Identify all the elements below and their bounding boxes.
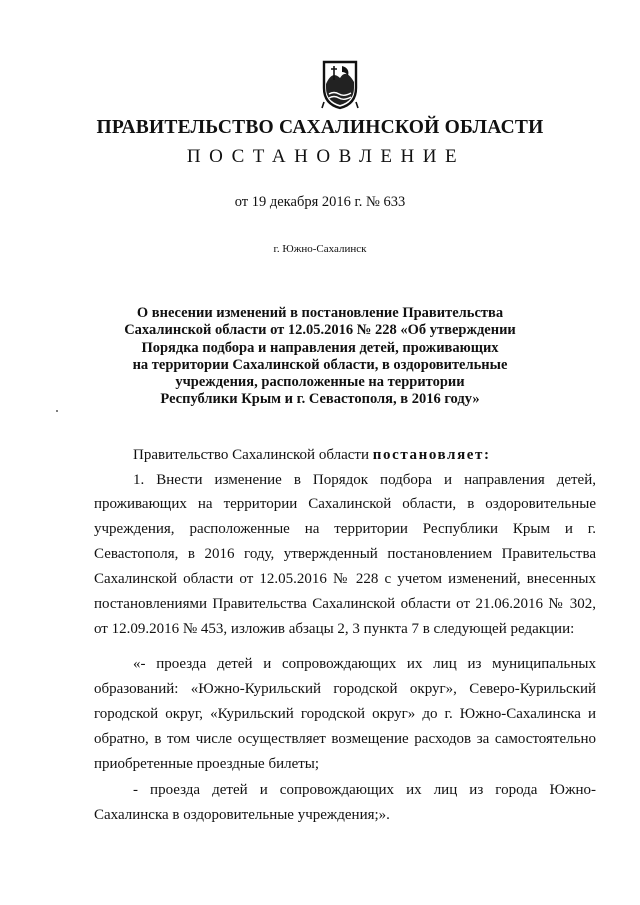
item1-line: 1. Внести изменение в Порядок подбора и направления детей, bbox=[133, 472, 596, 488]
title-line: Сахалинской области от 12.05.2016 № 228 «Об утверждении bbox=[124, 322, 516, 339]
title-line: Порядка подбора и направления детей, проживающих bbox=[141, 339, 499, 356]
item1-line: Севастополя, в 2016 году, утвержденный постановлением Правительства bbox=[94, 546, 596, 562]
quote-line: - проезда детей и сопровождающих их лиц из города Южно- bbox=[133, 782, 596, 798]
organization-name: ПРАВИТЕЛЬСТВО САХАЛИНСКОЙ ОБЛАСТИ bbox=[96, 117, 544, 138]
quote-line: «- проезда детей и сопровождающих их лиц из муниципальных bbox=[133, 656, 596, 672]
document-city: г. Южно-Сахалинск bbox=[273, 243, 367, 255]
preamble-prefix: Правительство Сахалинской области bbox=[133, 447, 369, 463]
title-line: учреждения, расположенные на территории bbox=[175, 374, 465, 391]
document-type: ПОСТАНОВЛЕНИЕ bbox=[186, 146, 466, 167]
quote-line: городской округ, «Курильский городской округ» до г. Южно-Сахалинска и bbox=[94, 706, 596, 722]
scan-speck bbox=[56, 410, 58, 412]
document-date-number: от 19 декабря 2016 г. № 633 bbox=[234, 194, 406, 210]
quote-line: Сахалинска в оздоровительные учреждения;». bbox=[94, 807, 390, 823]
quote-line: приобретенные проездные билеты; bbox=[94, 756, 320, 772]
item1-line: от 12.09.2016 № 453, изложив абзацы 2, 3 пункта 7 в следующей редакции: bbox=[94, 621, 575, 637]
item1-line: Сахалинской области от 12.05.2016 № 228 с учетом изменений, внесенных bbox=[94, 571, 596, 587]
quote-line: обратно, в том числе осуществляет возмещение расходов за самостоятельно bbox=[94, 731, 596, 747]
coat-of-arms-icon bbox=[320, 58, 360, 110]
title-line: О внесении изменений в постановление Правительства bbox=[136, 305, 504, 321]
title-line: на территории Сахалинской области, в оздоровительные bbox=[132, 356, 508, 373]
quote-line: образований: «Южно-Курильский городской округ», Северо-Курильский bbox=[94, 681, 596, 697]
document-title bbox=[110, 305, 530, 409]
item1-line: проживающих на территории Сахалинской области, в оздоровительные bbox=[94, 496, 596, 512]
preamble-keyword: постановляет: bbox=[372, 447, 491, 463]
item1-line: постановлениями Правительства Сахалинской области от 21.06.2016 № 302, bbox=[94, 596, 596, 612]
title-line: Республики Крым и г. Севастополя, в 2016 году» bbox=[160, 391, 480, 408]
item1-line: учреждения, расположенные на территории Республики Крым и г. bbox=[94, 521, 596, 537]
preamble bbox=[133, 447, 491, 464]
